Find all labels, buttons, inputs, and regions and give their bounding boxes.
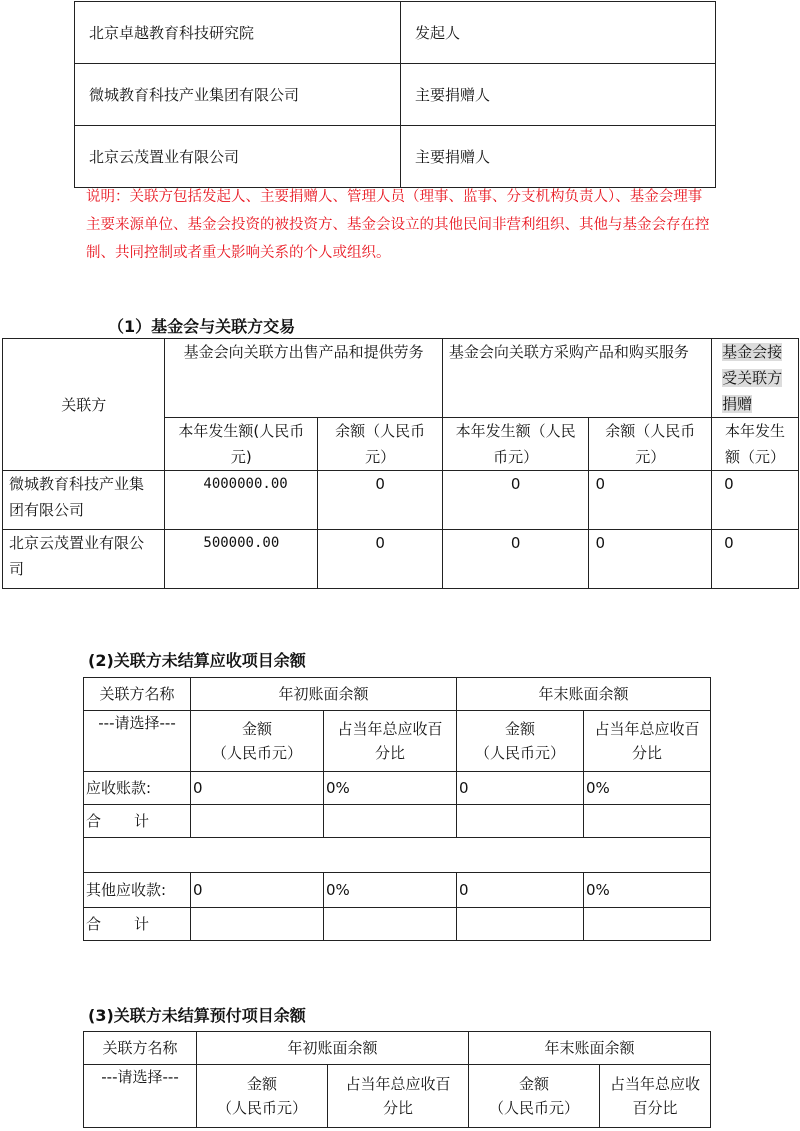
sub-amount: 本年发生额（元） <box>712 418 799 471</box>
value-cell: 0 <box>191 873 324 908</box>
value-cell: 0 <box>457 772 584 805</box>
org-role: 主要捐赠人 <box>401 64 716 126</box>
table-row <box>84 908 711 941</box>
donate-amount: 0 <box>712 471 799 530</box>
pct-header: 占当年总应收百 分比 <box>324 711 457 772</box>
party-select[interactable]: ---请选择--- <box>84 711 191 772</box>
table-row <box>84 805 711 838</box>
table-row <box>75 126 716 188</box>
table-row <box>84 873 711 908</box>
amount-header: 金额 （人民币元） <box>469 1065 600 1128</box>
other-label: 其他应收款: <box>84 873 191 908</box>
related-party-table <box>74 1 716 188</box>
buy-amount: 0 <box>442 471 589 530</box>
ar-label: 应收账款: <box>84 772 191 805</box>
amount-header: 金额 （人民币元） <box>191 711 324 772</box>
value-cell: 0% <box>324 873 457 908</box>
col-name: 关联方名称 <box>84 1032 197 1065</box>
pct-header: 占当年总应收百 分比 <box>328 1065 469 1128</box>
group-buy: 基金会向关联方采购产品和购买服务 <box>442 339 711 418</box>
col-party: 关联方 <box>3 339 165 471</box>
col-begin: 年初账面余额 <box>191 678 457 711</box>
sell-amount: 4000000.00 <box>165 471 318 530</box>
sell-balance: 0 <box>318 471 443 530</box>
table-row <box>84 838 711 873</box>
org-role: 发起人 <box>401 2 716 64</box>
buy-amount: 0 <box>442 530 589 589</box>
section2-heading: (2)关联方未结算应收项目余额 <box>88 651 306 670</box>
org-name: 北京云茂置业有限公司 <box>75 126 401 188</box>
donate-amount: 0 <box>712 530 799 589</box>
col-end: 年末账面余额 <box>457 678 711 711</box>
amount-header: 金额 （人民币元） <box>457 711 584 772</box>
value-cell: 0% <box>584 873 711 908</box>
party-name: 微城教育科技产业集团有限公司 <box>3 471 165 530</box>
value-cell: 0 <box>457 873 584 908</box>
section1-heading: （1）基金会与关联方交易 <box>108 317 296 336</box>
sell-amount: 500000.00 <box>165 530 318 589</box>
receivables-table <box>83 677 711 941</box>
buy-balance: 0 <box>589 530 712 589</box>
note-text: 说明：关联方包括发起人、主要捐赠人、管理人员（理事、监事、分支机构负责人）、基金会理事主要来源单位、基金会投资的被投资方、基金会设立的其他民间非营利组织、其他与基金会存在控制、共同控制或者重大影响关系的个人或组织。 <box>86 189 710 261</box>
buy-balance: 0 <box>589 471 712 530</box>
party-select[interactable]: ---请选择--- <box>84 1065 197 1128</box>
group-donate: 基金会接受关联方捐赠 <box>712 339 799 418</box>
section3-heading: (3)关联方未结算预付项目余额 <box>88 1006 306 1025</box>
org-name: 北京卓越教育科技研究院 <box>75 2 401 64</box>
table-row <box>75 2 716 64</box>
party-name: 北京云茂置业有限公司 <box>3 530 165 589</box>
col-begin: 年初账面余额 <box>197 1032 469 1065</box>
sub-amount: 本年发生额(人民币元) <box>165 418 318 471</box>
amount-header: 金额 （人民币元） <box>197 1065 328 1128</box>
transactions-table <box>2 338 799 589</box>
value-cell: 0 <box>191 772 324 805</box>
value-cell: 0% <box>324 772 457 805</box>
table-row <box>84 772 711 805</box>
prepayments-table <box>83 1031 711 1128</box>
pct-header: 占当年总应收百 分比 <box>584 711 711 772</box>
pct-header: 占当年总应收 百分比 <box>600 1065 711 1128</box>
total-label: 合计 <box>84 908 191 941</box>
group-sell: 基金会向关联方出售产品和提供劳务 <box>165 339 443 418</box>
table-row <box>75 64 716 126</box>
sub-balance: 余额（人民币元） <box>589 418 712 471</box>
org-role: 主要捐赠人 <box>401 126 716 188</box>
sub-amount: 本年发生额（人民币元） <box>442 418 589 471</box>
total-label: 合计 <box>84 805 191 838</box>
col-name: 关联方名称 <box>84 678 191 711</box>
org-name: 微城教育科技产业集团有限公司 <box>75 64 401 126</box>
table-row <box>3 471 799 530</box>
col-end: 年末账面余额 <box>469 1032 711 1065</box>
sub-balance: 余额（人民币元） <box>318 418 443 471</box>
sell-balance: 0 <box>318 530 443 589</box>
value-cell: 0% <box>584 772 711 805</box>
table-row <box>3 530 799 589</box>
